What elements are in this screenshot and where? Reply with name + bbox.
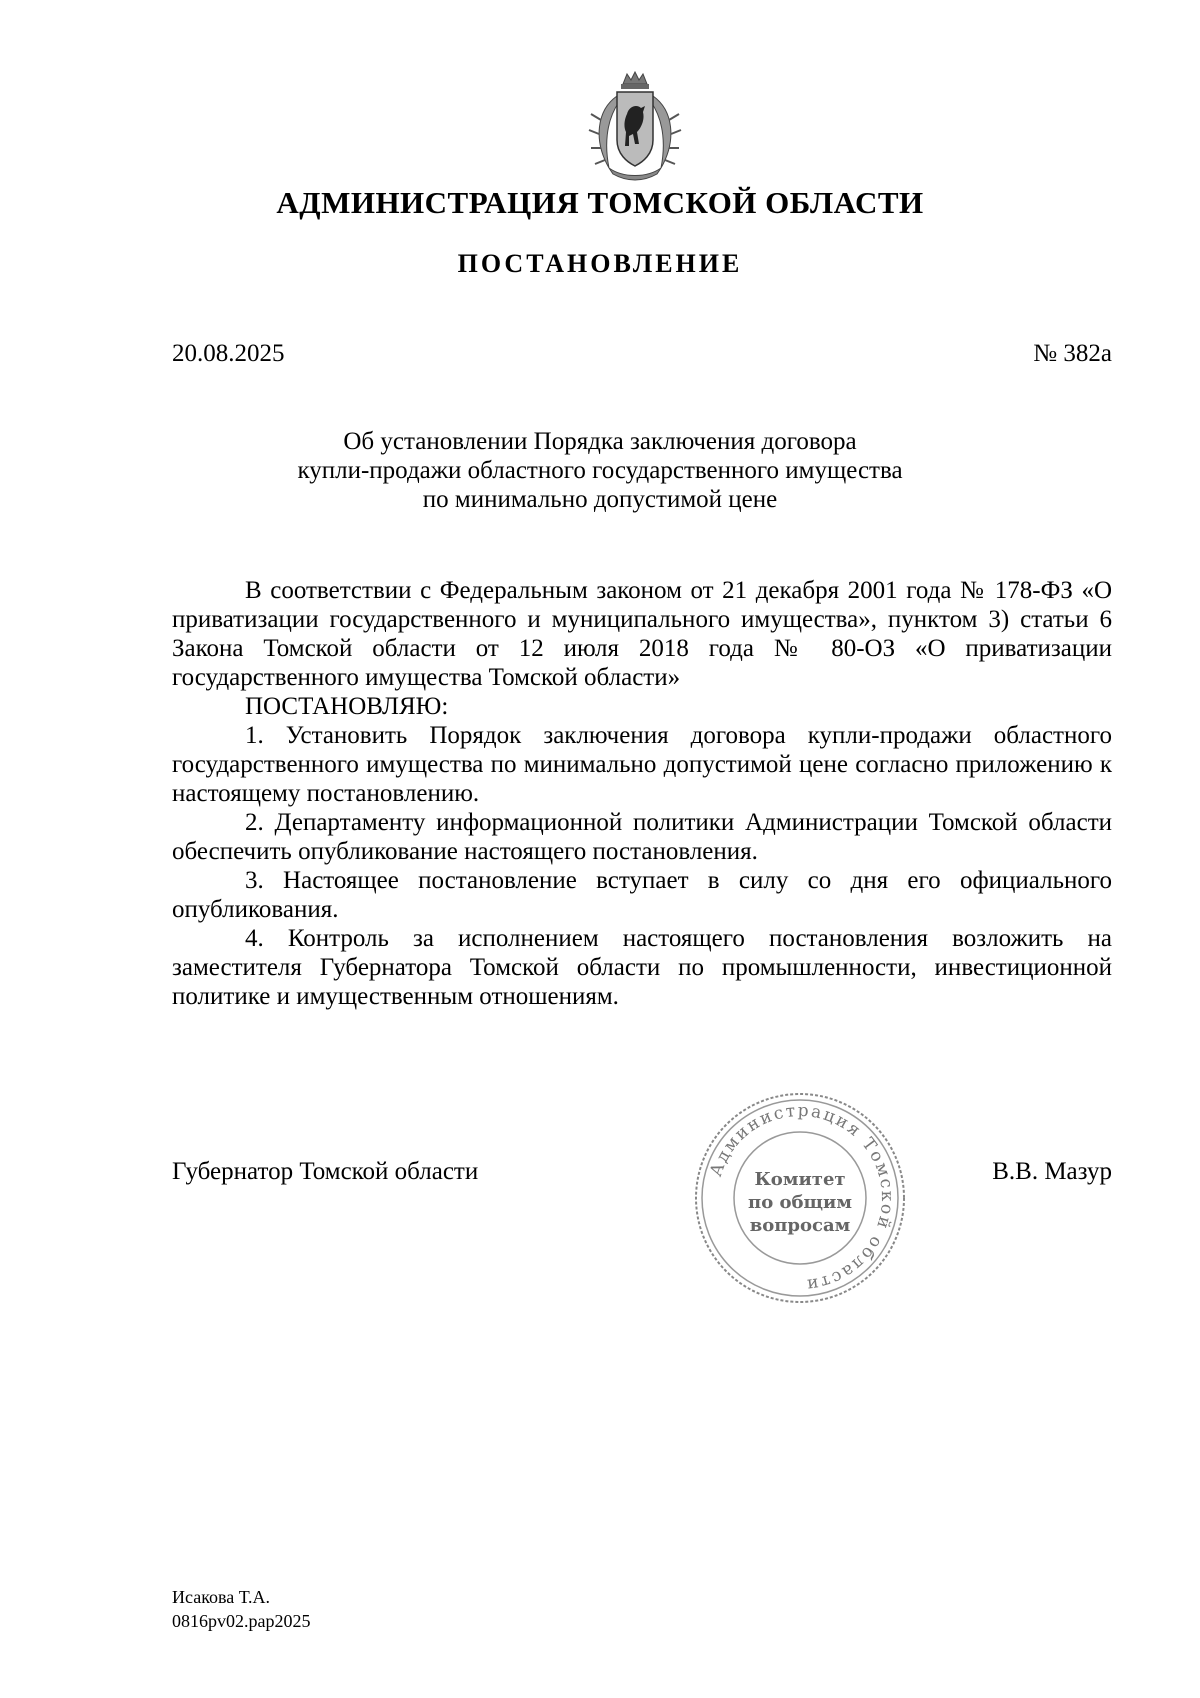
document-subject [0,427,1200,514]
coat-of-arms-icon [587,70,683,182]
signer-name: В.В. Мазур [992,1158,1112,1185]
file-code: 0816pv02.рар2025 [172,1611,311,1631]
document-number: № 382а [1033,340,1112,367]
executor-block [172,1585,311,1633]
official-seal [690,1088,910,1308]
seal-center-line: вопросам [749,1215,851,1236]
document-date: 20.08.2025 [172,340,285,367]
decree-word: ПОСТАНОВЛЯЮ: [245,693,449,720]
seal-ring-text: Администрация Томской области [706,1100,898,1296]
seal-center-line: по общим [748,1192,852,1213]
decree-item: 3. Настоящее постановление вступает в силу со дня его официального опубликования. [172,867,1112,923]
signer-position: Губернатор Томской области [172,1158,479,1185]
decree-item: 2. Департаменту информационной политики Администрации Томской области обеспечить опубликование настоящего постановления. [172,809,1112,865]
seal-stamp-icon [690,1088,910,1308]
subject-line: купли-продажи областного государственного имущества [297,457,903,484]
decree-item: 1. Установить Порядок заключения договора купли-продажи областного государственного имущества по минимально допустимой цене согласно приложению к настоящему постановлению. [172,722,1112,807]
decree-item: 4. Контроль за исполнением настоящего постановления возложить на заместителя Губернатора Томской области по промышленности, инвестиционной политике и имущественным отношениям. [172,925,1112,1010]
document-body [172,576,1112,1011]
subject-line: Об установлении Порядка заключения договора [343,428,857,455]
executor-name: Исакова Т.А. [172,1587,270,1607]
organization-title: АДМИНИСТРАЦИЯ ТОМСКОЙ ОБЛАСТИ [276,185,924,220]
coat-of-arms-emblem [587,70,683,182]
document-type-heading: ПОСТАНОВЛЕНИЕ [457,249,743,278]
preamble-paragraph: В соответствии с Федеральным законом от 21 декабря 2001 года № 178-ФЗ «О приватизации государственного и муниципального имущества», пунктом 3) статьи 6 Закона Томской области от 12 июля 2018 года № 80-ОЗ «О приватизации государственного имущества Томской области» [172,577,1112,691]
seal-center-line: Комитет [754,1169,846,1190]
subject-line: по минимально допустимой цене [422,486,778,513]
